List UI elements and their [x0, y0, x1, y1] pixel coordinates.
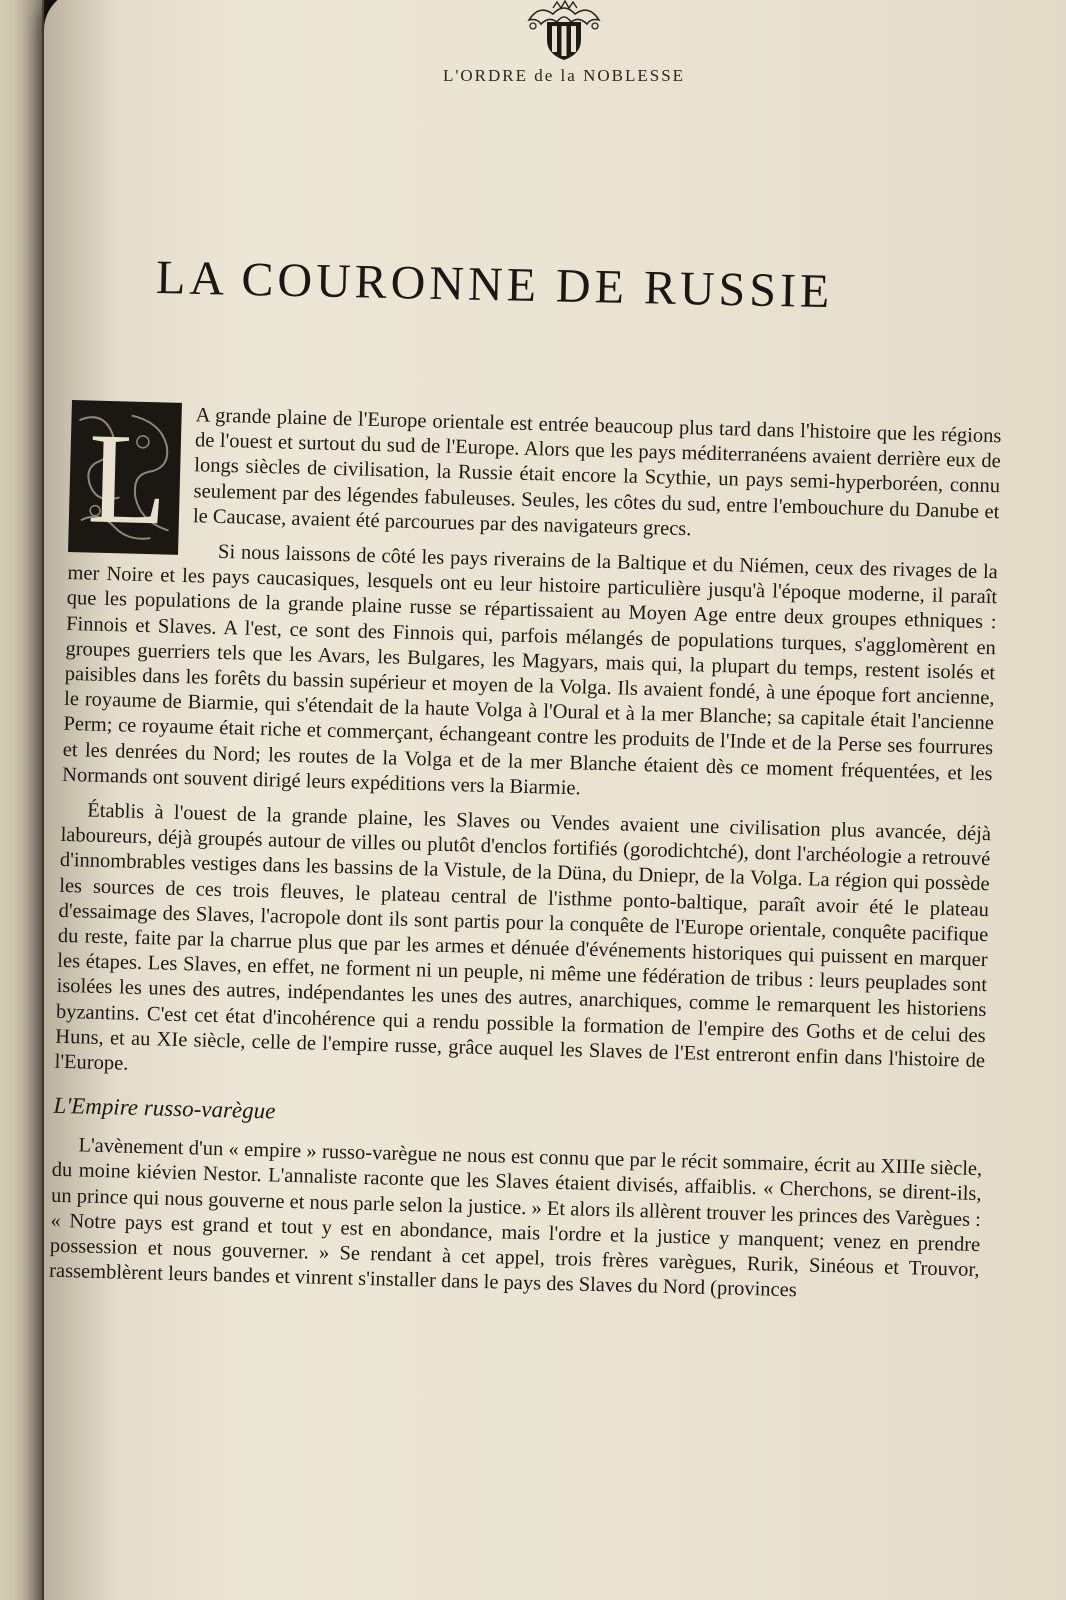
- left-page-edge: [0, 0, 44, 1600]
- running-head: L'ORDRE de la NOBLESSE: [442, 66, 686, 85]
- ornamental-dropcap: [68, 400, 182, 555]
- chapter-title: LA COURONNE DE RUSSIE: [155, 251, 834, 319]
- paragraph-slaves-ouest: Établis à l'ouest de la grande plaine, les Slaves ou Vendes avaient une civilisation plus avancée, déjà laboureurs, déjà groupés autour de villes ou plutôt d'enclos fortifiés (gorodichtché), dont l'archéologie a retrouvé d'innombrables vestiges dans les bassins de la Vistule, de la Düna, du Dniepr, de la Volga. La région qui possède les sources de ces trois fleuves, le plateau central de l'isthme ponto-baltique, paraît avoir été le plateau d'essaimage des Slaves, l'acropole dont ils sont partis pour la conquête de l'Europe orientale, conquête pacifique du reste, faite par la charrue plus que par les armes et dénuée d'événements historiques qui puissent en marquer les étapes. Les Slaves, en effet, ne forment ni un peuple, ni même une fédération de tribus : leurs peuplades sont isolées les unes des autres, indépendantes les unes des autres, anarchiques, comme le remarquent les historiens byzantins. C'est cet état d'incohérence qui a rendu possible la formation de l'empire des Goths et de celui des Huns, et au XIe siècle, celle de l'empire russe, grâce auquel les Slaves de l'Est entreront enfin dans l'histoire de l'Europe.: [54, 799, 992, 1075]
- page-header: [384, 0, 744, 86]
- paragraph-intro: A grande plaine de l'Europe orientale est entrée beaucoup plus tard dans l'histoire que les régions de l'ouest et surtout du sud de l'Europe. Alors que les pays méditerranéens avaient derrière eux de longs siècles de civilisation, la Russie était encore la Scythie, un pays semi-hyperboréen, connu seulement par des légendes fabuleuses. Seules, les côtes du sud, entre l'embouchure du Danube et le Caucase, avaient été parcourues par des navigateurs grecs.: [192, 404, 1002, 541]
- paragraph-finnois-slaves: Si nous laissons de côté les pays riverains de la Baltique et du Niémen, ceux des rivages de la mer Noire et les pays caucasiques, lesquels ont eu leur histoire particulière jusqu'à l'époque moderne, il paraît que les populations de la grande plaine russe se répartissaient au Moyen Age entre deux groupes ethniques : Finnois et Slaves. A l'est, ce sont des Finnois qui, parfois mélangés de populations turques, s'agglomèrent en groupes guerriers tels que les Avars, les Bulgares, les Magyars, mais qui, la plupart du temps, restent isolés et paisibles dans les forêts du bassin supérieur et moyen de la Volga. Ils avaient fondé, à une époque fort ancienne, le royaume de Biarmie, qui s'étendait de la haute Volga à l'Oural et à la mer Blanche; sa capitale était l'ancienne Perm; ce royaume était riche et commerçant, échangeant contre les produits de l'Inde et de la Perse ses fourrures et les denrées du Nord; les routes de la Volga et de la mer Blanche étaient dès ce moment fréquentées, et les Normands ont souvent dirigé leurs expéditions vers la Biarmie.: [61, 540, 999, 800]
- section-subheading: L'Empire russo-varègue: [53, 1093, 276, 1124]
- book-page: [44, 0, 1066, 1600]
- dropcap-letter: L: [86, 406, 170, 553]
- paragraph-empire-russo-varegue: L'avènement d'un « empire » russo-varègue ne nous est connu que par le récit sommaire, écrit au XIIIe siècle, du moine kiévien Nestor. L'annaliste raconte que les Slaves étaient divisés, affaiblis. « Cherchons, se dirent-ils, un prince qui nous gouverne et nous parle selon la justice. » Et alors ils allèrent trouver les princes des Varègues : « Notre pays est grand et tout y est en abondance, mais l'ordre et la justice y manquent; venez en prendre possession et nous gouverner. » Se rendant à cet appel, trois frères varègues, Rurik, Sinéous et Trouvor, rassemblèrent leurs bandes et vinrent s'installer dans le pays des Slaves du Nord (provinces: [48, 1134, 983, 1302]
- heraldic-emblem-icon: [519, 0, 609, 62]
- text-column: [49, 400, 1002, 1319]
